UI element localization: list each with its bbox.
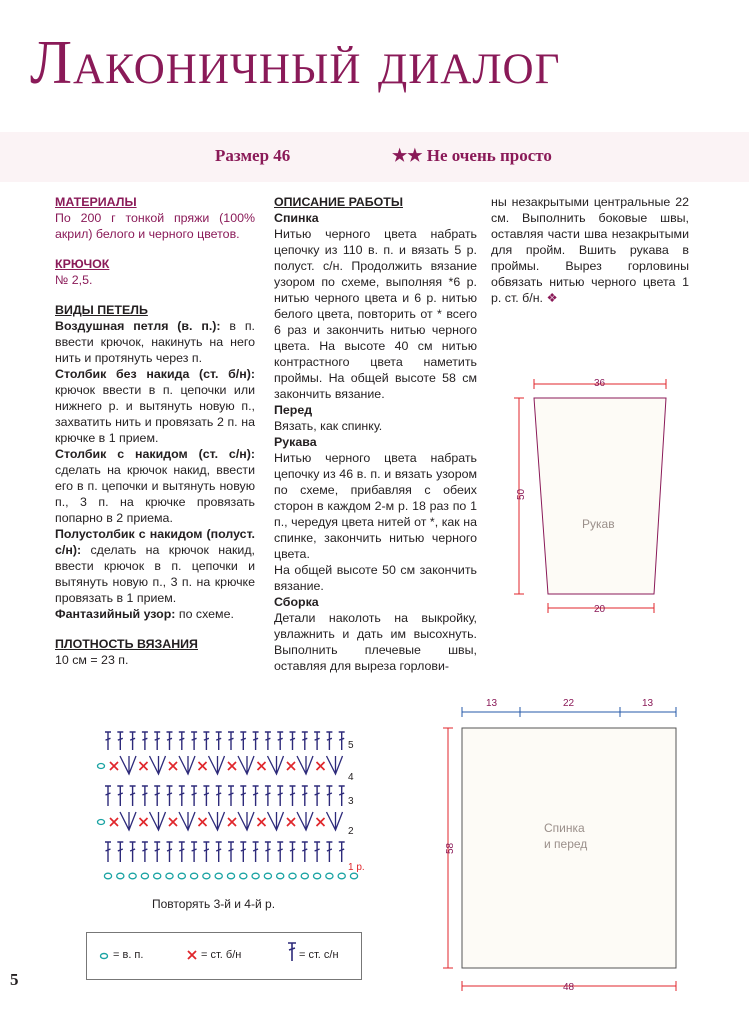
dc-fan-symbol (150, 812, 166, 830)
hook-heading: КРЮЧОК (55, 257, 110, 271)
sc-symbol (287, 762, 295, 770)
dc-symbol (265, 842, 271, 862)
dc-fan-symbol (297, 812, 313, 830)
chain-symbol (178, 873, 185, 879)
chain-symbol (227, 873, 234, 879)
dc-symbol (216, 842, 222, 862)
row-label: 1 р. (348, 862, 365, 873)
sc-symbol (199, 818, 207, 826)
info-band (0, 132, 749, 182)
dc-symbol (191, 842, 197, 862)
chain-symbol (326, 873, 333, 879)
row-label: 5 (348, 740, 354, 751)
dc-symbol (191, 786, 197, 806)
front-text: Вязать, как спинку. (274, 419, 383, 433)
dc-symbol (290, 842, 296, 862)
dc-symbol (277, 732, 283, 750)
sc-symbol (110, 818, 118, 826)
stitch-pattern: Фантазийный узор: по схеме. (55, 607, 234, 621)
sleeve-label: Рукав (582, 517, 615, 531)
chain-symbol (301, 873, 308, 879)
chain-symbol (141, 873, 148, 879)
dc-symbol (203, 732, 209, 750)
sleeve-pattern (510, 372, 700, 622)
dc-symbol (277, 842, 283, 862)
dc-fan-symbol (179, 756, 195, 774)
sleeve-height-dim: 50 (516, 488, 527, 500)
chain-symbol (215, 873, 222, 879)
stitch-hdc: Полустолбик с накидом (полуст. с/н): сделать на крючок накид, ввести крючок в п. цепочки и вытянуть новую п., 3 п. на крючке провязать в 1 прием. (55, 527, 255, 605)
crochet-chart (96, 728, 386, 888)
dc-fan-symbol (209, 756, 225, 774)
sc-symbol (169, 762, 177, 770)
sleeves-text-2: На общей высоте 50 см закончить вязание. (274, 563, 477, 593)
dc-symbol (228, 786, 234, 806)
sc-symbol (199, 762, 207, 770)
dc-symbol (167, 786, 173, 806)
chain-symbol (314, 873, 321, 879)
description-heading: ОПИСАНИЕ РАБОТЫ (274, 195, 403, 209)
dc-icon (287, 941, 297, 963)
dc-symbol (302, 842, 308, 862)
dc-symbol (191, 732, 197, 750)
row-label: 3 (348, 796, 354, 807)
dc-symbol (105, 786, 111, 806)
chain-symbol (104, 873, 111, 879)
dc-symbol (142, 842, 148, 862)
stitch-dc: Столбик с накидом (ст. с/н): сделать на крючок накид, ввести его в п. цепочки и вытянуть новую п., 3 п. на крючке провязать попарно в 2 приема. (55, 447, 255, 525)
dc-fan-symbol (209, 812, 225, 830)
materials-column (55, 194, 255, 668)
chain-symbol (129, 873, 136, 879)
description-column (274, 194, 477, 674)
chain-symbol (98, 820, 105, 825)
chain-symbol (98, 764, 105, 769)
body-label-1: Спинка (544, 821, 585, 835)
row-label: 2 (348, 826, 354, 837)
chain-symbol (289, 873, 296, 879)
dc-symbol (142, 786, 148, 806)
dc-symbol (277, 786, 283, 806)
end-mark-icon: ❖ (546, 291, 558, 305)
sc-symbol (258, 762, 266, 770)
dc-symbol (228, 842, 234, 862)
dc-symbol (314, 732, 320, 750)
chain-symbol (203, 873, 210, 879)
materials-text: По 200 г тонкой пряжи (100% акрил) белого и черного цветов. (55, 211, 255, 241)
body-label-2: и перед (544, 837, 588, 851)
dc-symbol (253, 842, 259, 862)
page-number: 5 (10, 970, 19, 989)
dc-symbol (154, 732, 160, 750)
dc-fan-symbol (238, 756, 254, 774)
dc-symbol (314, 842, 320, 862)
legend-box (86, 932, 362, 980)
dc-symbol (253, 786, 259, 806)
dc-symbol (339, 842, 345, 862)
dc-symbol (314, 786, 320, 806)
density-text: 10 см = 23 п. (55, 653, 129, 667)
chain-symbol (117, 873, 124, 879)
dc-symbol (117, 786, 123, 806)
stitch-chain: Воздушная петля (в. п.): в п. ввести крючок, накинуть на него нить и протянуть через п. (55, 319, 255, 365)
page-title: Лаконичный диалог (30, 29, 561, 97)
dc-symbol (130, 786, 136, 806)
stitch-sc: Столбик без накида (ст. б/н): крючок ввести в п. цепочки или нижнего р. и вытянуть новую п., захватить нить и провязать 2 п. на крючке в 1 прием. (55, 367, 255, 445)
sleeves-text: Нитью черного цвета набрать цепочку из 46 в. п. и вязать узором по схеме, прибавляя с обеих сторон в каждом 2-м р. 18 раз по 1 п., чередуя цвета нитей от *, как на спинке, закончить нитью черного цвета. (274, 451, 477, 561)
sc-icon (187, 949, 197, 961)
body-top-right-dim: 13 (642, 698, 654, 709)
chain-symbol (191, 873, 198, 879)
sc-symbol (140, 762, 148, 770)
dc-symbol (339, 786, 345, 806)
dc-symbol (105, 842, 111, 862)
dc-fan-symbol (268, 812, 284, 830)
dc-fan-symbol (268, 756, 284, 774)
dc-symbol (290, 786, 296, 806)
difficulty-label: ★★ Не очень просто (392, 146, 552, 165)
dc-symbol (154, 842, 160, 862)
assembly-text: Детали наколоть на выкройку, увлажнить и дать им высохнуть. Выполнить плечевые швы, оставляя для выреза горлови- (274, 611, 477, 673)
dc-symbol (216, 786, 222, 806)
dc-symbol (265, 732, 271, 750)
density-heading: ПЛОТНОСТЬ ВЯЗАНИЯ (55, 637, 198, 651)
dc-symbol (105, 732, 111, 750)
legend-chain: = в. п. (113, 949, 144, 961)
sleeves-heading: Рукава (274, 435, 317, 449)
dc-fan-symbol (120, 812, 136, 830)
sc-symbol (140, 818, 148, 826)
dc-symbol (290, 732, 296, 750)
chain-symbol (154, 873, 161, 879)
body-top-mid-dim: 22 (563, 698, 575, 709)
chart-caption: Повторять 3-й и 4-й р. (152, 897, 276, 911)
dc-symbol (240, 732, 246, 750)
dc-fan-symbol (327, 756, 343, 774)
materials-heading: МАТЕРИАЛЫ (55, 195, 137, 209)
body-top-left-dim: 13 (486, 698, 498, 709)
dc-fan-symbol (238, 812, 254, 830)
dc-symbol (326, 842, 332, 862)
chain-icon (99, 951, 109, 961)
sc-symbol (228, 762, 236, 770)
sc-symbol (110, 762, 118, 770)
dc-symbol (179, 732, 185, 750)
dc-symbol (326, 786, 332, 806)
assembly-heading: Сборка (274, 595, 319, 609)
sc-symbol (317, 818, 325, 826)
dc-symbol (130, 732, 136, 750)
dc-symbol (253, 732, 259, 750)
row-label: 4 (348, 772, 354, 783)
dc-symbol (339, 732, 345, 750)
body-bottom-dim: 48 (563, 982, 575, 993)
size-label: Размер 46 (215, 146, 291, 165)
dc-symbol (154, 786, 160, 806)
front-heading: Перед (274, 403, 313, 417)
stitches-heading: ВИДЫ ПЕТЕЛЬ (55, 303, 148, 317)
continuation-text: ны незакрытыми центральные 22 см. Выполнить боковые швы, оставляя части шва незакрытыми для пройм. Вшить рукава в проймы. Вырез горловины обвязать нитью черного цвета 1 р. ст. б/н. (491, 195, 689, 305)
chain-symbol (264, 873, 271, 879)
dc-symbol (142, 732, 148, 750)
back-text: Нитью черного цвета набрать цепочку из 110 в. п. и вязать 5 р. полуст. с/н. Продолжить вязание узором по схеме, выполняя *6 р. нитью черного цвета и 6 р. нитью белого цвета, повторить от * всего 6 раз и закончить нитью черного цвета. На высоте 40 см нитью контрастного цвета наметить проймы. На общей высоте 58 см закончить вязание. (274, 227, 477, 401)
chain-symbol (350, 873, 357, 879)
dc-fan-symbol (179, 812, 195, 830)
legend-sc: = ст. б/н (201, 949, 242, 961)
hook-text: № 2,5. (55, 273, 93, 287)
chain-symbol (252, 873, 259, 879)
dc-symbol (179, 842, 185, 862)
dc-symbol (130, 842, 136, 862)
dc-symbol (203, 842, 209, 862)
dc-symbol (216, 732, 222, 750)
sleeve-top-dim: 36 (594, 378, 606, 389)
dc-fan-symbol (327, 812, 343, 830)
dc-symbol (117, 842, 123, 862)
sc-symbol (317, 762, 325, 770)
body-pattern (440, 694, 690, 994)
sleeve-outline (534, 398, 666, 594)
chain-symbol (240, 873, 247, 879)
sc-symbol (228, 818, 236, 826)
dc-symbol (203, 786, 209, 806)
dc-symbol (302, 732, 308, 750)
dc-symbol (179, 786, 185, 806)
dc-fan-symbol (120, 756, 136, 774)
continuation-column (491, 194, 689, 306)
dc-symbol (167, 732, 173, 750)
back-heading: Спинка (274, 211, 319, 225)
sc-symbol (169, 818, 177, 826)
dc-symbol (117, 732, 123, 750)
legend-dc: = ст. с/н (299, 949, 339, 961)
dc-symbol (240, 842, 246, 862)
dc-symbol (265, 786, 271, 806)
dc-fan-symbol (150, 756, 166, 774)
dc-fan-symbol (297, 756, 313, 774)
chain-symbol (277, 873, 284, 879)
chain-symbol (338, 873, 345, 879)
dc-symbol (167, 842, 173, 862)
sleeve-bottom-dim: 20 (594, 604, 606, 615)
dc-symbol (240, 786, 246, 806)
sc-symbol (258, 818, 266, 826)
dc-symbol (326, 732, 332, 750)
dc-symbol (302, 786, 308, 806)
dc-symbol (228, 732, 234, 750)
sc-symbol (287, 818, 295, 826)
body-height-dim: 58 (445, 842, 456, 854)
chain-symbol (166, 873, 173, 879)
